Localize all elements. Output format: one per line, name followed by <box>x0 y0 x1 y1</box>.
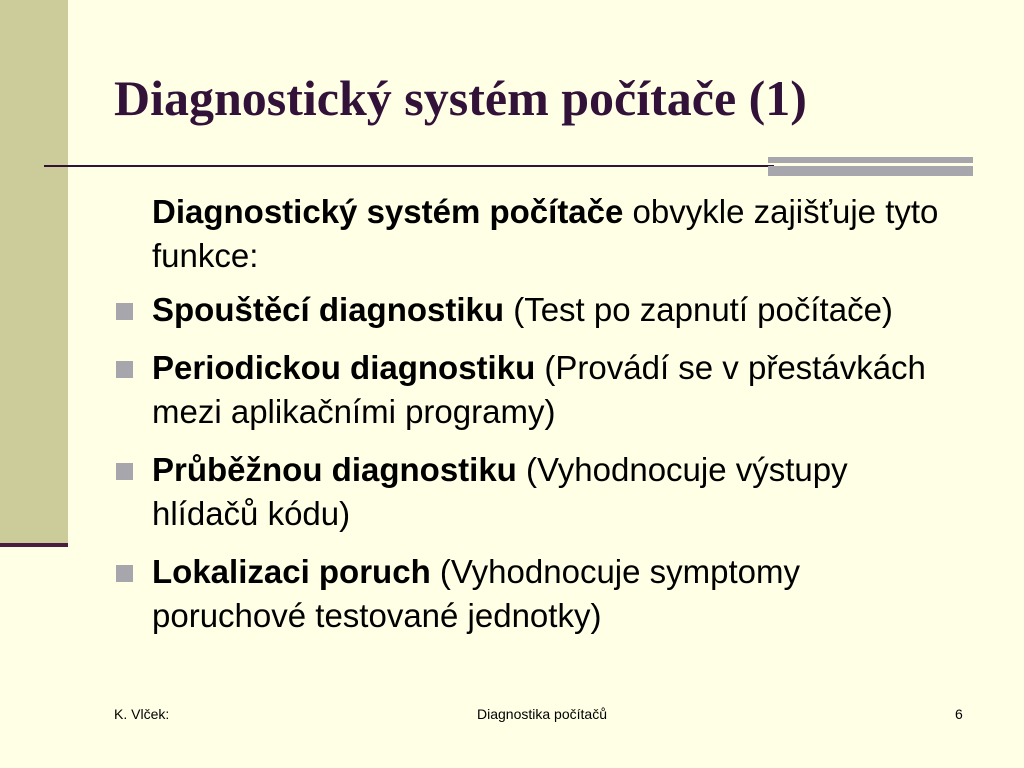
bullet-text: (Test po zapnutí počítače) <box>504 291 893 328</box>
bullet-text: (Vyhodnocuje výstupy hlídačů kódu) <box>152 451 848 532</box>
decorative-bar-bottom <box>768 166 973 176</box>
bullet-bold-text: Periodickou diagnostiku <box>152 349 536 386</box>
bullet-bold-text: Průběžnou diagnostiku <box>152 451 517 488</box>
title-decorative-bars <box>768 157 973 176</box>
bullet-text: (Provádí se v přestávkách mezi aplikačními programy) <box>152 349 926 430</box>
intro-text: obvykle zajišťuje tyto funkce: <box>152 193 939 274</box>
left-band-underline <box>0 543 68 547</box>
bullet-item <box>114 448 954 536</box>
left-decorative-band <box>0 0 68 545</box>
slide-title: Diagnostický systém počítače (1) <box>114 70 807 126</box>
bullet-bold-text: Lokalizaci poruch <box>152 553 431 590</box>
intro-paragraph <box>114 190 954 278</box>
bullet-bold-text: Spouštěcí diagnostiku <box>152 291 505 328</box>
square-bullet-icon <box>116 303 133 320</box>
intro-bold-text: Diagnostický systém počítače <box>152 193 624 230</box>
bullet-item <box>114 550 954 638</box>
bullet-text: (Vyhodnocuje symptomy poruchové testované jednotky) <box>152 553 801 634</box>
square-bullet-icon <box>116 463 133 480</box>
footer-page-number: 6 <box>955 706 963 722</box>
bullet-item <box>114 346 954 434</box>
slide-content <box>114 190 954 652</box>
square-bullet-icon <box>116 565 133 582</box>
title-underline-rule <box>44 165 774 167</box>
footer-course-title: Diagnostika počítačů <box>477 706 607 722</box>
bullet-item <box>114 288 954 332</box>
square-bullet-icon <box>116 361 133 378</box>
footer-author: K. Vlček: <box>114 706 170 722</box>
